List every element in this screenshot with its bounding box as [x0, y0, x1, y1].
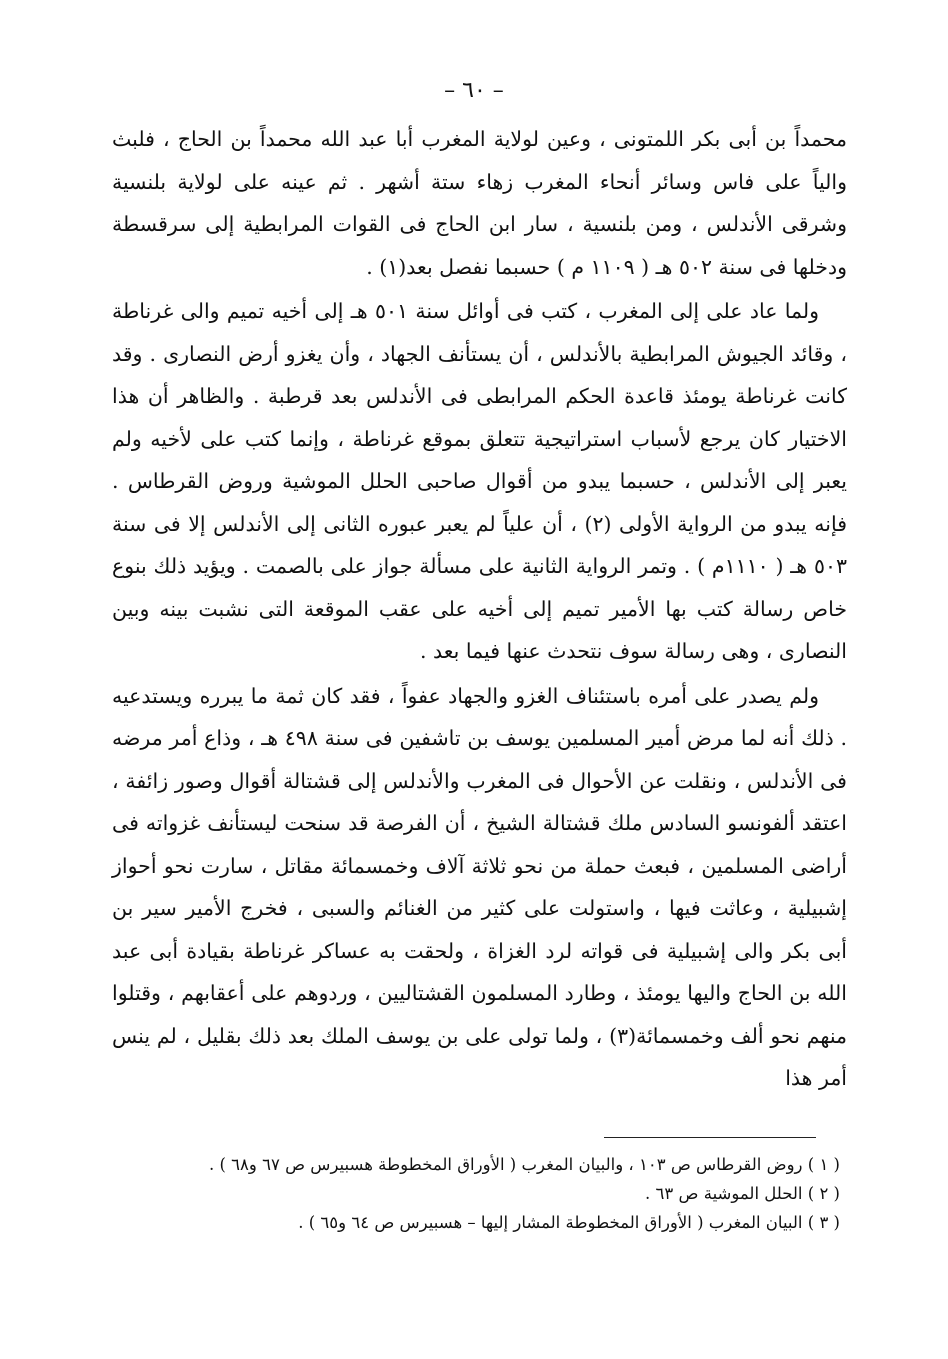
paragraph-3: ولم يصدر على أمره باستئناف الغزو والجهاد عفواً ، فقد كان ثمة ما يبرره ويستدعيه . ذلك أنه لما مرض أمير المسلمين يوسف بن تاشفين فى سنة ٤٩٨ هـ ، وذاع أمر مرضه فى الأندلس ، ونقلت عن الأحوال فى المغرب والأندلس إلى قشتالة أقوال وصور زائفة ، اعتقد ألفونسو السادس ملك قشتالة الشيخ ، أن الفرصة قد سنحت ليستأنف غزواته فى أراضى المسلمين ، فبعث حملة من نحو ثلاثة آلاف وخمسمائة مقاتل ، سارت نحو أحواز إشبيلية ، وعاثت فيها ، واستولت على كثير من الغنائم والسبى ، فخرج الأمير سير بن أبى بكر والى إشبيلية فى قواته لرد الغزاة ، ولحقت به عساكر غرناطة بقيادة أبى عبد الله بن الحاج واليها يومئذ ، وطارد المسلمون القشتاليين ، وردوهم على أعقابهم ، وقتلوا منهم نحو ألف وخمسمائة(٣) ، ولما تولى على بن يوسف الملك بعد ذلك بقليل ، لم ينس أمر هذا: [112, 683, 847, 1090]
footnote-3: ( ٣ ) البيان المغرب ( الأوراق المخطوطة المشار إليها – هسبيرس ص ٦٤ و٦٥ ) .: [298, 1213, 840, 1232]
footnotes: [150, 1150, 840, 1237]
paragraph-2: ولما عاد على إلى المغرب ، كتب فى أوائل سنة ٥٠١ هـ إلى أخيه تميم والى غرناطة ، وقائد الجيوش المرابطية بالأندلس ، أن يستأنف الجهاد ، وأن يغزو أرض النصارى . وقد كانت غرناطة يومئذ قاعدة الحكم المرابطى فى الأندلس بعد قرطبة . والظاهر أن هذا الاختيار كان يرجع لأسباب استراتيجية تتعلق بموقع غرناطة ، وإنما كتب على لأخيه ولم يعبر إلى الأندلس ، حسبما يبدو من أقوال صاحبى الحلل الموشية وروض القرطاس . فإنه يبدو من الرواية الأولى (٢) ، أن علياً لم يعبر عبوره الثانى إلى الأندلس إلا فى سنة ٥٠٣ هـ ( ١١١٠م ) . وتمر الرواية الثانية على مسألة جواز على بالصمت . ويؤيد ذلك بنوع خاص رسالة كتب بها الأمير تميم إلى أخيه على عقب الموقعة التى نشبت بينه وبين النصارى ، وهى رسالة سوف نتحدث عنها فيما بعد .: [112, 299, 848, 663]
footnote-1: ( ١ ) روض القرطاس ص ١٠٣ ، والبيان المغرب ( الأوراق المخطوطة هسبيرس ص ٦٧ و٦٨ ) .: [209, 1155, 840, 1174]
footnote-2: ( ٢ ) الحلل الموشية ص ٦٣ .: [645, 1184, 840, 1203]
page-number: – ٦٠ –: [444, 78, 504, 103]
main-text: [112, 118, 847, 1100]
paragraph-1: محمداً بن أبى بكر اللمتونى ، وعين لولاية المغرب أبا عبد الله محمداً بن الحاج ، فلبث والياً على فاس وسائر أنحاء المغرب زهاء ستة أشهر . ثم عينه على لولاية بلنسية وشرقى الأندلس ، ومن بلنسية ، سار ابن الحاج فى القوات المرابطية إلى سرقسطة ودخلها فى سنة ٥٠٢ هـ ( ١١٠٩ م ) حسبما نفصل بعد(١) .: [112, 127, 847, 279]
footnote-divider: [604, 1137, 816, 1138]
